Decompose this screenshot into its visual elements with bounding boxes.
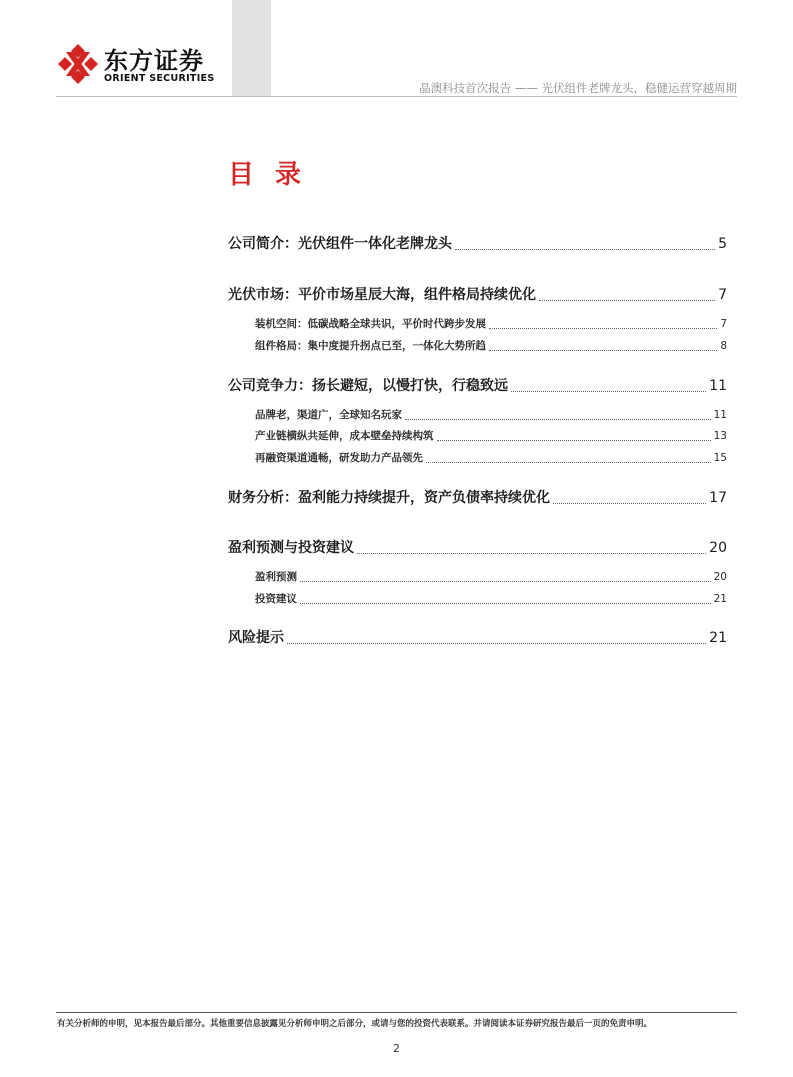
toc-dot-leader — [539, 300, 715, 301]
brand-name-cn: 东方证券 — [104, 47, 204, 75]
toc-entry-page: 11 — [713, 409, 727, 421]
toc-entry-title: 装机空间：低碳战略全球共识，平价时代跨步发展 — [255, 318, 486, 330]
toc-dot-leader — [489, 328, 717, 329]
toc-entry-page: 20 — [713, 571, 727, 583]
toc-entry-page: 11 — [709, 378, 727, 394]
toc-entry[interactable] — [228, 487, 727, 507]
toc-entry[interactable] — [228, 375, 727, 395]
toc-dot-leader — [553, 503, 706, 504]
toc-subentry[interactable] — [255, 338, 727, 353]
toc-heading: 目 录 — [228, 160, 308, 190]
toc-entry-page: 13 — [713, 430, 727, 442]
toc-entry-page: 20 — [709, 540, 727, 556]
toc-entry-title: 盈利预测 — [255, 571, 297, 583]
header-gray-band — [232, 0, 271, 96]
toc-subentry[interactable] — [255, 316, 727, 331]
toc-subentry[interactable] — [255, 407, 727, 422]
toc-dot-leader — [437, 440, 711, 441]
toc-entry-page: 21 — [713, 593, 727, 605]
toc-entry-title: 再融资渠道通畅，研发助力产品领先 — [255, 452, 423, 464]
footer-disclaimer: 有关分析师的申明，见本报告最后部分。其他重要信息披露见分析师申明之后部分，或请与您的投资代表联系。并请阅读本证券研究报告最后一页的免责申明。 — [57, 1019, 653, 1029]
orient-securities-logo-icon — [56, 42, 100, 86]
toc-entry-page: 21 — [709, 630, 727, 646]
toc-entry-page: 7 — [720, 318, 727, 330]
page-number: 2 — [393, 1042, 400, 1055]
toc-dot-leader — [426, 462, 711, 463]
header-divider — [56, 96, 737, 97]
toc-dot-leader — [300, 603, 711, 604]
toc-entry-page: 17 — [709, 490, 727, 506]
toc-entry-title: 产业链横纵共延伸，成本壁垒持续构筑 — [255, 430, 434, 442]
toc-entry[interactable] — [228, 537, 727, 557]
toc-entry-page: 15 — [713, 452, 727, 464]
toc-entry-title: 光伏市场：平价市场星辰大海，组件格局持续优化 — [228, 287, 536, 303]
toc-dot-leader — [287, 643, 706, 644]
toc-entry[interactable] — [228, 627, 727, 647]
toc-subentry[interactable] — [255, 428, 727, 443]
toc-entry-title: 风险提示 — [228, 630, 284, 646]
toc-subentry[interactable] — [255, 591, 727, 606]
footer-divider — [56, 1012, 737, 1013]
toc-subentry[interactable] — [255, 450, 727, 465]
report-title: 晶澳科技首次报告 —— 光伏组件老牌龙头，稳健运营穿越周期 — [419, 81, 737, 95]
toc-entry[interactable] — [228, 284, 727, 304]
toc-dot-leader — [357, 553, 706, 554]
toc-entry-title: 公司竞争力：扬长避短，以慢打快，行稳致远 — [228, 378, 508, 394]
toc-entry-title: 公司简介：光伏组件一体化老牌龙头 — [228, 236, 452, 252]
brand-logo — [56, 42, 226, 90]
toc-entry[interactable] — [228, 233, 727, 253]
brand-name-en: ORIENT SECURITIES — [104, 73, 215, 84]
toc-entry-page: 7 — [718, 287, 727, 303]
toc-dot-leader — [511, 391, 706, 392]
toc-dot-leader — [405, 419, 711, 420]
toc-dot-leader — [489, 350, 717, 351]
toc-entry-title: 组件格局：集中度提升拐点已至，一体化大势所趋 — [255, 340, 486, 352]
toc-dot-leader — [455, 249, 715, 250]
toc-subentry[interactable] — [255, 569, 727, 584]
toc-entry-title: 品牌老，渠道广，全球知名玩家 — [255, 409, 402, 421]
toc-entry-page: 5 — [718, 236, 727, 252]
toc-entry-page: 8 — [720, 340, 727, 352]
toc-entry-title: 财务分析：盈利能力持续提升，资产负债率持续优化 — [228, 490, 550, 506]
toc-dot-leader — [300, 581, 711, 582]
toc-entry-title: 盈利预测与投资建议 — [228, 540, 354, 556]
toc-entry-title: 投资建议 — [255, 593, 297, 605]
